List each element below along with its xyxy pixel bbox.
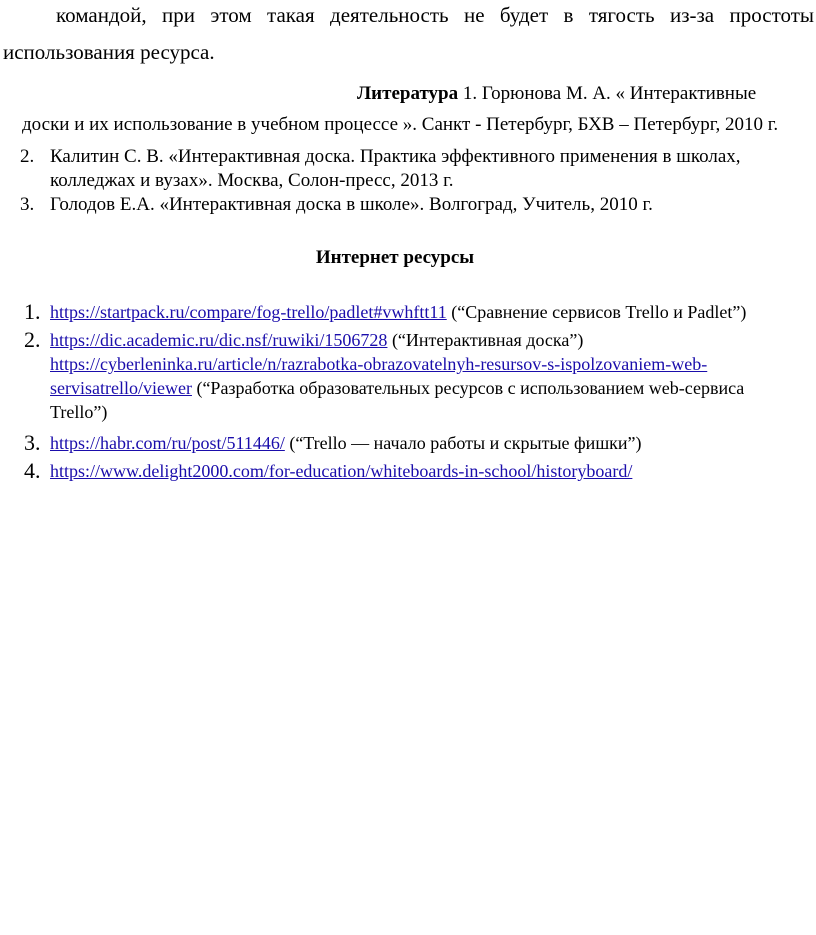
- list-number: 2.: [20, 146, 35, 167]
- intro-paragraph-line-1: [56, 1, 814, 29]
- literature-item: [20, 193, 810, 217]
- resource-description: (“Разработка образовательных ресурсов с использованием web-сервиса: [191, 378, 745, 398]
- intro-word: из-за: [669, 3, 715, 27]
- literature-item: [20, 145, 810, 193]
- resource-description: (“Trello — начало работы и скрытые фишки”): [284, 433, 642, 453]
- resource-link[interactable]: https://startpack.ru/compare/fog-trello/padlet#vwhftt11: [50, 302, 447, 322]
- literature-heading: Литература: [357, 83, 459, 104]
- literature-heading-line: [357, 81, 756, 107]
- intro-word: будет: [499, 3, 549, 27]
- resource-link-secondary[interactable]: https://cyberleninka.ru/article/n/razrabotka-obrazovatelnyh-resursov-s-ispolzovaniem-web-: [50, 354, 708, 374]
- list-number: 3.: [20, 194, 35, 215]
- intro-word: деятельность: [330, 3, 449, 27]
- intro-word: в: [563, 3, 574, 27]
- resource-link[interactable]: https://www.delight2000.com/for-education/whiteboards-in-school/historyboard/: [50, 461, 633, 481]
- internet-item: [24, 300, 810, 324]
- resource-link[interactable]: https://habr.com/ru/post/511446/: [50, 433, 285, 453]
- intro-paragraph-line-2: использования ресурса.: [3, 40, 215, 64]
- intro-word: тягость: [588, 3, 655, 27]
- resource-description: (“Интерактивная доска”): [387, 330, 584, 350]
- resource-link[interactable]: https://dic.academic.ru/dic.nsf/ruwiki/1506728: [50, 330, 388, 350]
- intro-word: не: [463, 3, 485, 27]
- list-item-line: колледжах и вузах». Москва, Солон-пресс, 2013 г.: [50, 170, 454, 191]
- list-number: 3.: [24, 430, 41, 455]
- list-number: 1.: [24, 299, 41, 324]
- internet-item: [24, 328, 810, 424]
- list-number: 4.: [24, 458, 41, 483]
- intro-word: такая: [267, 3, 315, 27]
- list-item-line: Голодов Е.А. «Интерактивная доска в школе». Волгоград, Учитель, 2010 г.: [50, 194, 653, 215]
- literature-item-1-end: доски и их использование в учебном процессе ». Санкт - Петербург, БХВ – Петербург, 2010 г.: [22, 114, 779, 135]
- literature-item-1-start: 1. Горюнова М. А. « Интерактивные: [462, 83, 757, 104]
- resource-description-continued: Trello”): [50, 402, 108, 422]
- intro-word: командой,: [56, 3, 147, 27]
- internet-item: [24, 459, 810, 483]
- intro-word: простоты: [729, 3, 814, 27]
- list-number: 2.: [24, 327, 41, 352]
- intro-word: при: [162, 3, 195, 27]
- internet-item: [24, 431, 810, 455]
- resource-description: (“Сравнение сервисов Trello и Padlet”): [446, 302, 747, 322]
- internet-resources-heading: Интернет ресурсы: [315, 247, 475, 268]
- list-item-line: Калитин С. В. «Интерактивная доска. Практика эффективного применения в школах,: [50, 146, 741, 167]
- resource-link-secondary-continued[interactable]: servisatrello/viewer: [50, 378, 192, 398]
- intro-word: этом: [210, 3, 252, 27]
